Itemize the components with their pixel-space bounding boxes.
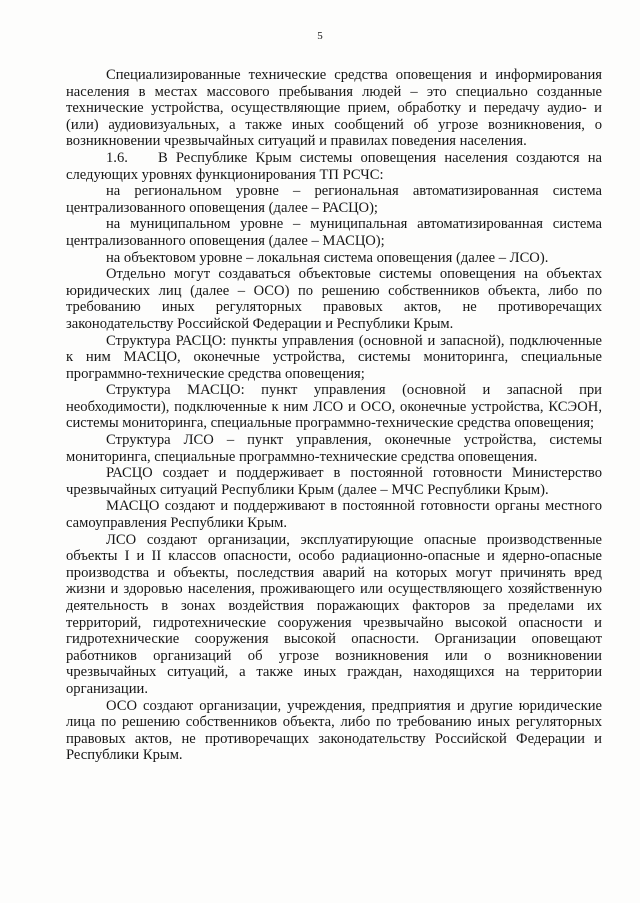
paragraph-oso-creation: ОСО создают организации, учреждения, предприятия и другие юридические лица по решению собственников объекта, либо по требованию иных регуляторных правовых актов, не противоречащих законодательству Российской Федерации и Республики Крым. [66,697,602,764]
paragraph-masco-structure: Структура МАСЦО: пункт управления (основной и запасной при необходимости), подключенные к ним ЛСО и ОСО, оконечные устройства, КСЭОН, системы мониторинга, специальные программно-технические средства оповещения; [66,382,602,432]
point-text: В Республике Крым системы оповещения населения создаются на следующих уровнях функционирования ТП РСЧС: [66,149,602,183]
paragraph-lso-structure: Структура ЛСО – пункт управления, оконечные устройства, системы мониторинга, специальные программно-технические средства оповещения. [66,432,602,465]
paragraph-municipal-level: на муниципальном уровне – муниципальная автоматизированная система централизованного оповещения (далее – МАСЦО); [66,216,602,249]
paragraph-masco-creation: МАСЦО создают и поддерживают в постоянной готовности органы местного самоуправления Республики Крым. [66,498,602,532]
paragraph-regional-level: на региональном уровне – региональная автоматизированная система централизованного оповещения (далее – РАСЦО); [66,183,602,216]
paragraph-rasco-creation: РАСЦО создает и поддерживает в постоянной готовности Министерство чрезвычайных ситуаций Республики Крым (далее – МЧС Республики Крым). [66,465,602,498]
paragraph-special-means: Специализированные технические средства оповещения и информирования населения в местах массового пребывания людей – это специально созданные технические устройства, осуществляющие прием, обработку и передачу аудио- и (или) аудиовизуальных, а также иных сообщений об угрозе возникновения, о возникновении чрезвычайных ситуаций и правилах поведения населения. [66,67,602,150]
paragraph-rasco-structure: Структура РАСЦО: пункты управления (основной и запасной), подключенные к ним МАСЦО, оконечные устройства, системы мониторинга, специальные программно-технические средства оповещения; [66,332,602,382]
paragraph-lso-creation: ЛСО создают организации, эксплуатирующие опасные производственные объекты I и II классов опасности, особо радиационно-опасные и ядерно-опасные производства и объекты, последствия аварий на которых могут причинять вред жизни и здоровью населения, проживающего или осуществляющего хозяйственную деятельность в зонах воздействия поражающих факторов за пределами их территорий, гидротехнические сооружения чрезвычайно высокой опасности и гидротехнические сооружения высокой опасности. Организации оповещают работников организаций об угрозе возникновения или о возникновении чрезвычайных ситуаций, а также иных граждан, находящихся на территории организации. [66,531,602,697]
page-number: 5 [317,30,323,42]
paragraph-oso: Отдельно могут создаваться объектовые системы оповещения на объектах юридических лиц (далее – ОСО) по решению собственников объекта, либо по требованию иных регуляторных правовых актов, не противоречащих законодательству Российской Федерации и Республики Крым. [66,266,602,332]
point-number: 1.6. [106,149,128,166]
paragraph-object-level: на объектовом уровне – локальная система оповещения (далее – ЛСО). [106,249,549,266]
paragraph-point-1-6 [66,150,602,183]
document-body [66,67,602,764]
